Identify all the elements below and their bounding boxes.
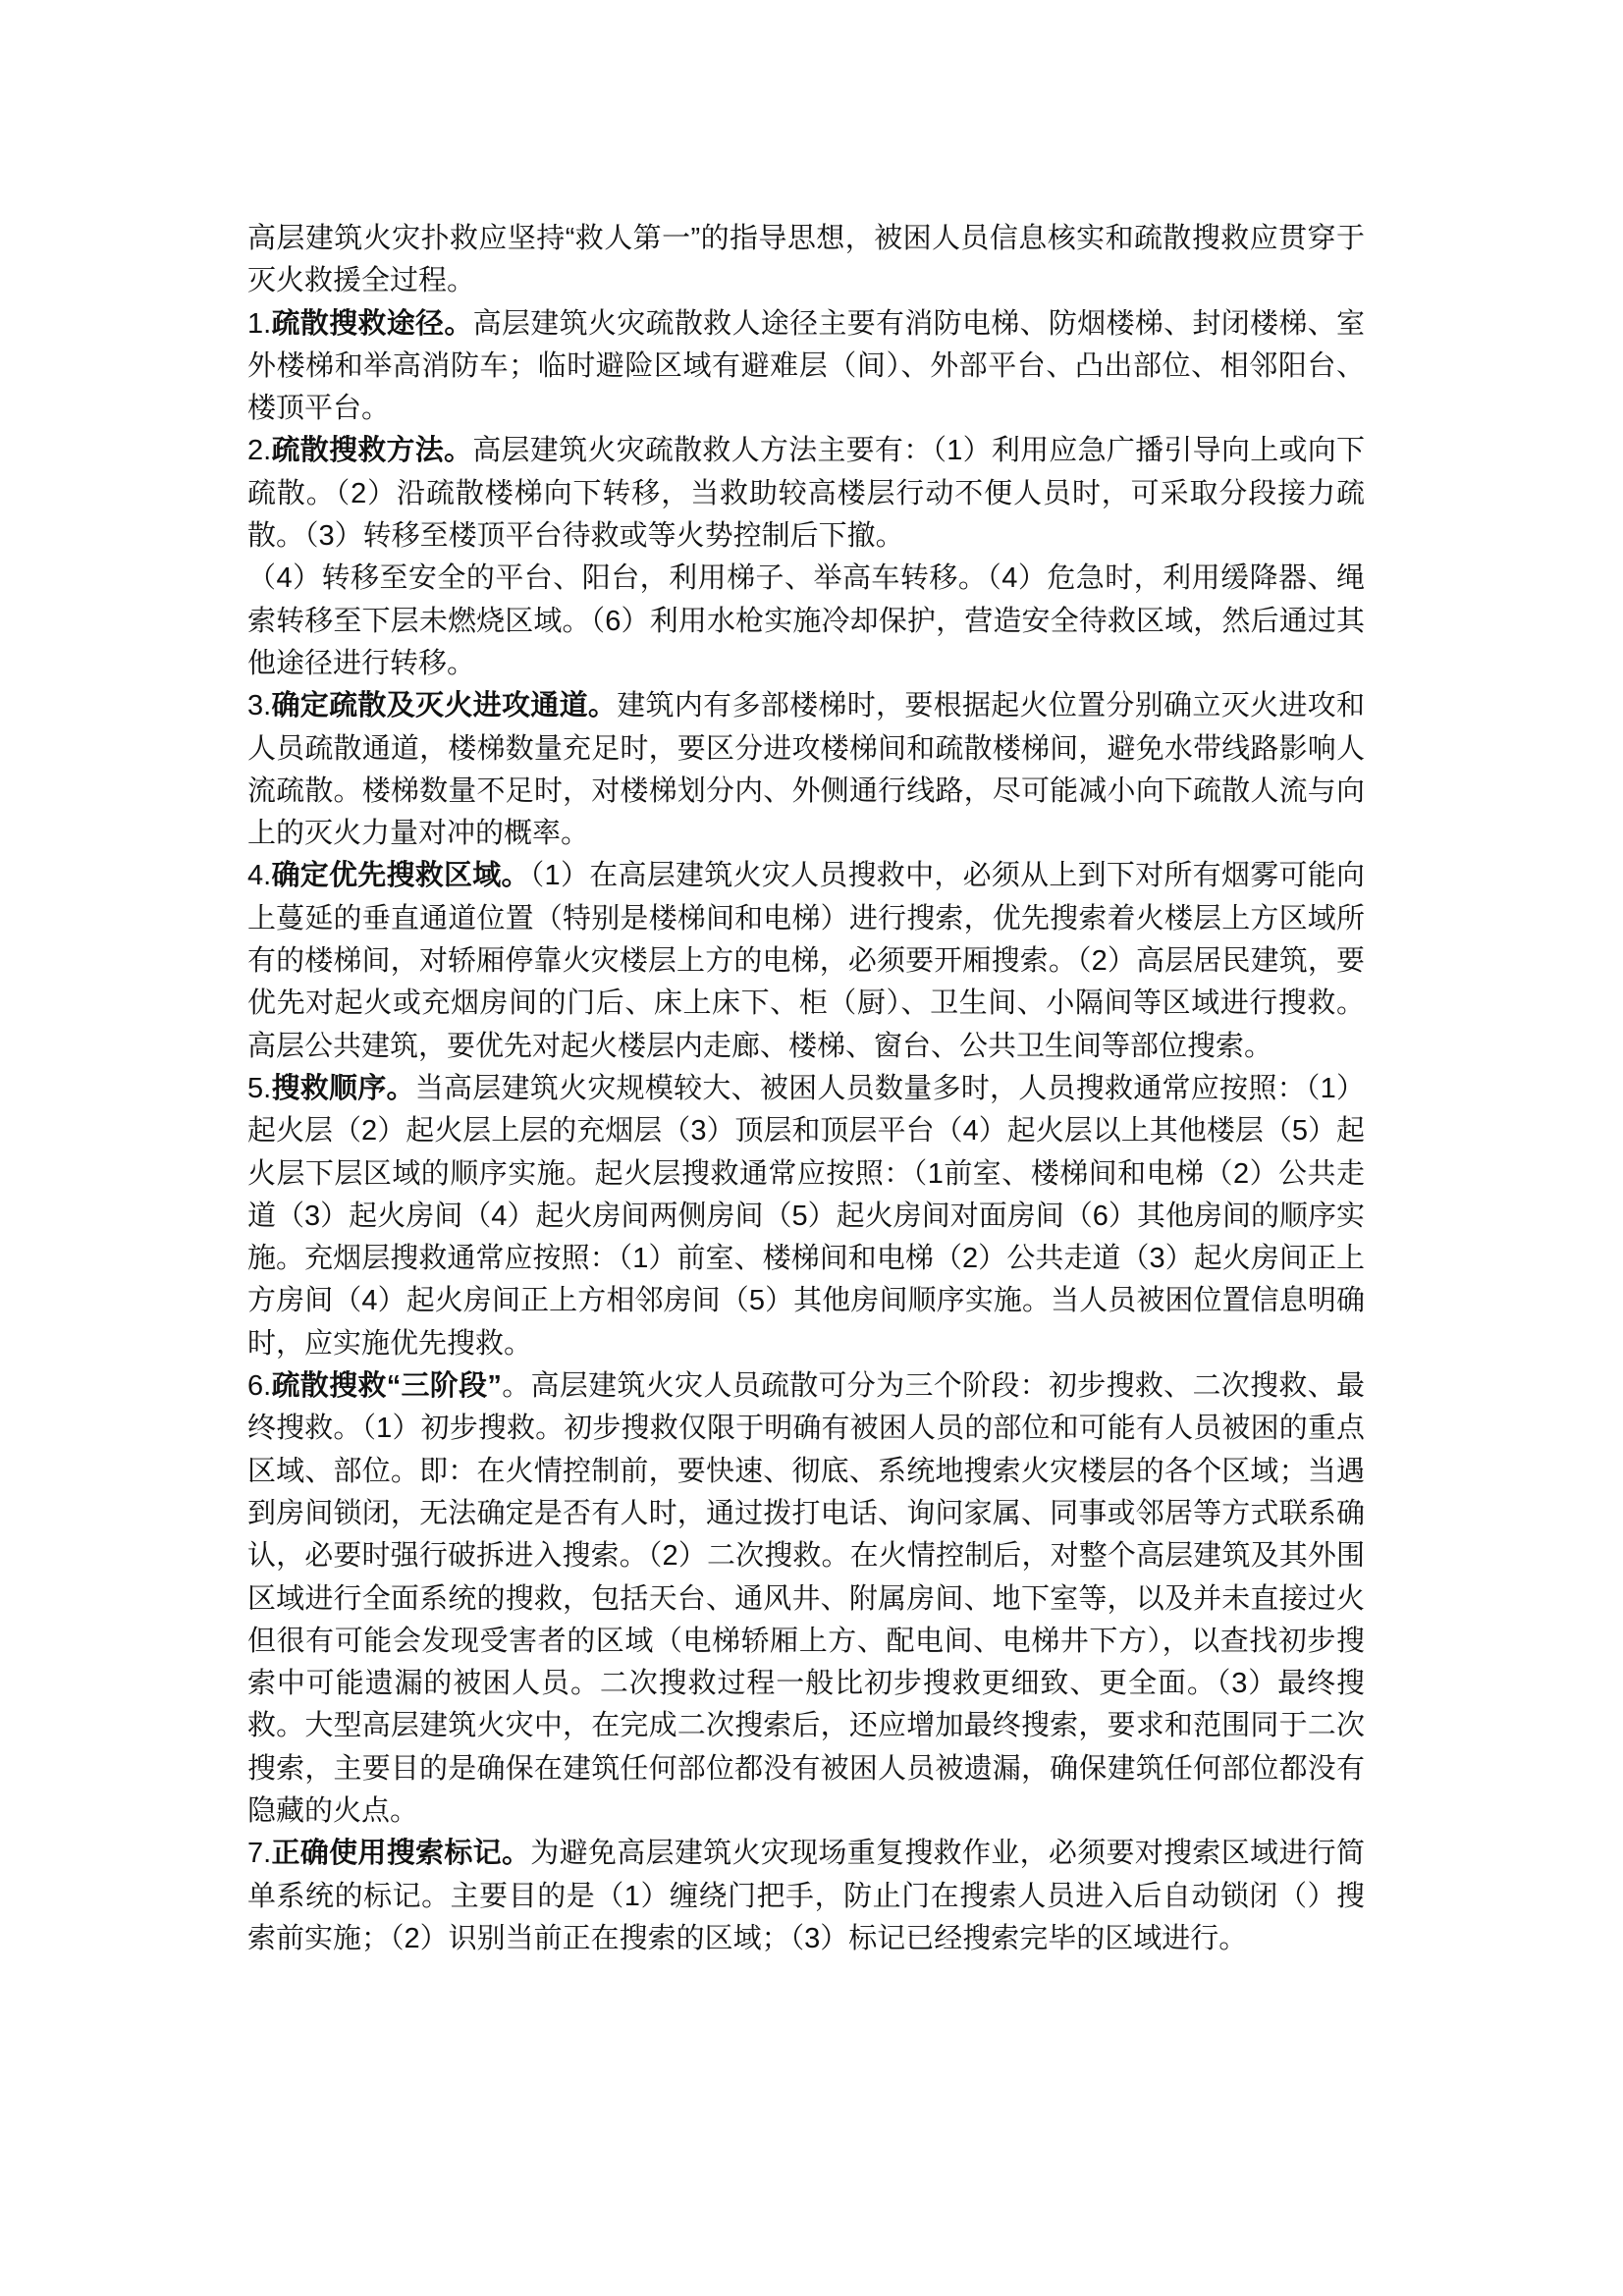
section-number: 5.	[247, 1072, 272, 1104]
section-heading: 疏散搜救方法。	[271, 435, 473, 467]
section-1-paragraph	[247, 303, 1365, 431]
section-heading: 搜救顺序。	[271, 1072, 415, 1104]
section-7-paragraph	[247, 1833, 1365, 1960]
section-body: （1）在高层建筑火灾人员搜救中，必须从上到下对所有烟雾可能向上蔓延的垂直通道位置（特别是楼梯间和电梯）进行搜索，优先搜索着火楼层上方区域所有的楼梯间，对轿厢停靠火灾楼层上方的电梯，必须要开厢搜索。（2）高层居民建筑，要优先对起火或充烟房间的门后、床上床下、柜（厨）、卫生间、小隔间等区域进行搜救。高层公共建筑，要优先对起火楼层内走廊、楼梯、窗台、公共卫生间等部位搜索。	[247, 860, 1365, 1062]
section-heading: 确定优先搜救区域。	[271, 860, 530, 892]
intro-paragraph	[247, 218, 1365, 303]
section-2-continuation	[247, 558, 1365, 685]
section-heading: 正确使用搜索标记。	[271, 1838, 531, 1870]
section-body: 建筑内有多部楼梯时，要根据起火位置分别确立灭火进攻和人员疏散通道，楼梯数量充足时，要区分进攻楼梯间和疏散楼梯间，避免水带线路影响人流疏散。楼梯数量不足时，对楼梯划分内、外侧通行线路，尽可能减小向下疏散人流与向上的灭火力量对冲的概率。	[247, 690, 1365, 850]
document-page	[247, 218, 1365, 1960]
section-heading: 疏散搜救“三阶段”	[271, 1370, 502, 1403]
section-5-paragraph	[247, 1068, 1365, 1365]
section-body: 为避免高层建筑火灾现场重复搜救作业，必须要对搜索区域进行简单系统的标记。主要目的是（1）缠绕门把手，防止门在搜索人员进入后自动锁闭（）搜索前实施；（2）识别当前正在搜索的区域；（3）标记已经搜索完毕的区域进行。	[247, 1838, 1365, 1954]
section-6-paragraph	[247, 1365, 1365, 1833]
section-body: 。高层建筑火灾人员疏散可分为三个阶段：初步搜救、二次搜救、最终搜救。（1）初步搜救。初步搜救仅限于明确有被困人员的部位和可能有人员被困的重点区域、部位。即：在火情控制前，要快速、彻底、系统地搜索火灾楼层的各个区域；当遇到房间锁闭，无法确定是否有人时，通过拨打电话、询问家属、同事或邻居等方式联系确认，必要时强行破拆进入搜索。（2）二次搜救。在火情控制后，对整个高层建筑及其外围区域进行全面系统的搜救，包括天台、通风井、附属房间、地下室等，以及并未直接过火但很有可能会发现受害者的区域（电梯轿厢上方、配电间、电梯井下方），以查找初步搜索中可能遗漏的被困人员。二次搜救过程一般比初步搜救更细致、更全面。（3）最终搜救。大型高层建筑火灾中，在完成二次搜索后，还应增加最终搜索，要求和范围同于二次搜索，主要目的是确保在建筑任何部位都没有被困人员被遗漏，确保建筑任何部位都没有隐藏的火点。	[247, 1370, 1365, 1827]
section-number: 4.	[247, 860, 272, 892]
section-3-paragraph	[247, 685, 1365, 855]
section-2-paragraph	[247, 430, 1365, 558]
section-number: 1.	[247, 307, 272, 340]
section-heading: 确定疏散及灭火进攻通道。	[271, 690, 618, 722]
section-number: 6.	[247, 1370, 272, 1403]
section-heading: 疏散搜救途径。	[271, 307, 473, 340]
section-body: 高层建筑火灾疏散救人途径主要有消防电梯、防烟楼梯、封闭楼梯、室外楼梯和举高消防车；临时避险区域有避难层（间）、外部平台、凸出部位、相邻阳台、楼顶平台。	[247, 307, 1365, 425]
section-body: 当高层建筑火灾规模较大、被困人员数量多时，人员搜救通常应按照：（1）起火层（2）起火层上层的充烟层（3）顶层和顶层平台（4）起火层以上其他楼层（5）起火层下层区域的顺序实施。起火层搜救通常应按照：（1前室、楼梯间和电梯（2）公共走道（3）起火房间（4）起火房间两侧房间（5）起火房间对面房间（6）其他房间的顺序实施。充烟层搜救通常应按照：（1）前室、楼梯间和电梯（2）公共走道（3）起火房间正上方房间（4）起火房间正上方相邻房间（5）其他房间顺序实施。当人员被困位置信息明确时，应实施优先搜救。	[247, 1072, 1365, 1360]
section-number: 2.	[247, 435, 272, 467]
section-number: 7.	[247, 1838, 272, 1870]
section-body-continued: （4）转移至安全的平台、阳台，利用梯子、举高车转移。（4）危急时，利用缓降器、绳索转移至下层未燃烧区域。（6）利用水枪实施冷却保护，营造安全待救区域，然后通过其他途径进行转移。	[247, 562, 1365, 679]
section-body: 高层建筑火灾疏散救人方法主要有：（1）利用应急广播引导向上或向下疏散。（2）沿疏散楼梯向下转移，当救助较高楼层行动不便人员时，可采取分段接力疏散。（3）转移至楼顶平台待救或等火势控制后下撤。	[247, 435, 1365, 553]
section-4-paragraph	[247, 855, 1365, 1067]
section-number: 3.	[247, 690, 272, 722]
intro-text: 高层建筑火灾扑救应坚持“救人第一”的指导思想，被困人员信息核实和疏散搜救应贯穿于灭火救援全过程。	[247, 223, 1365, 297]
